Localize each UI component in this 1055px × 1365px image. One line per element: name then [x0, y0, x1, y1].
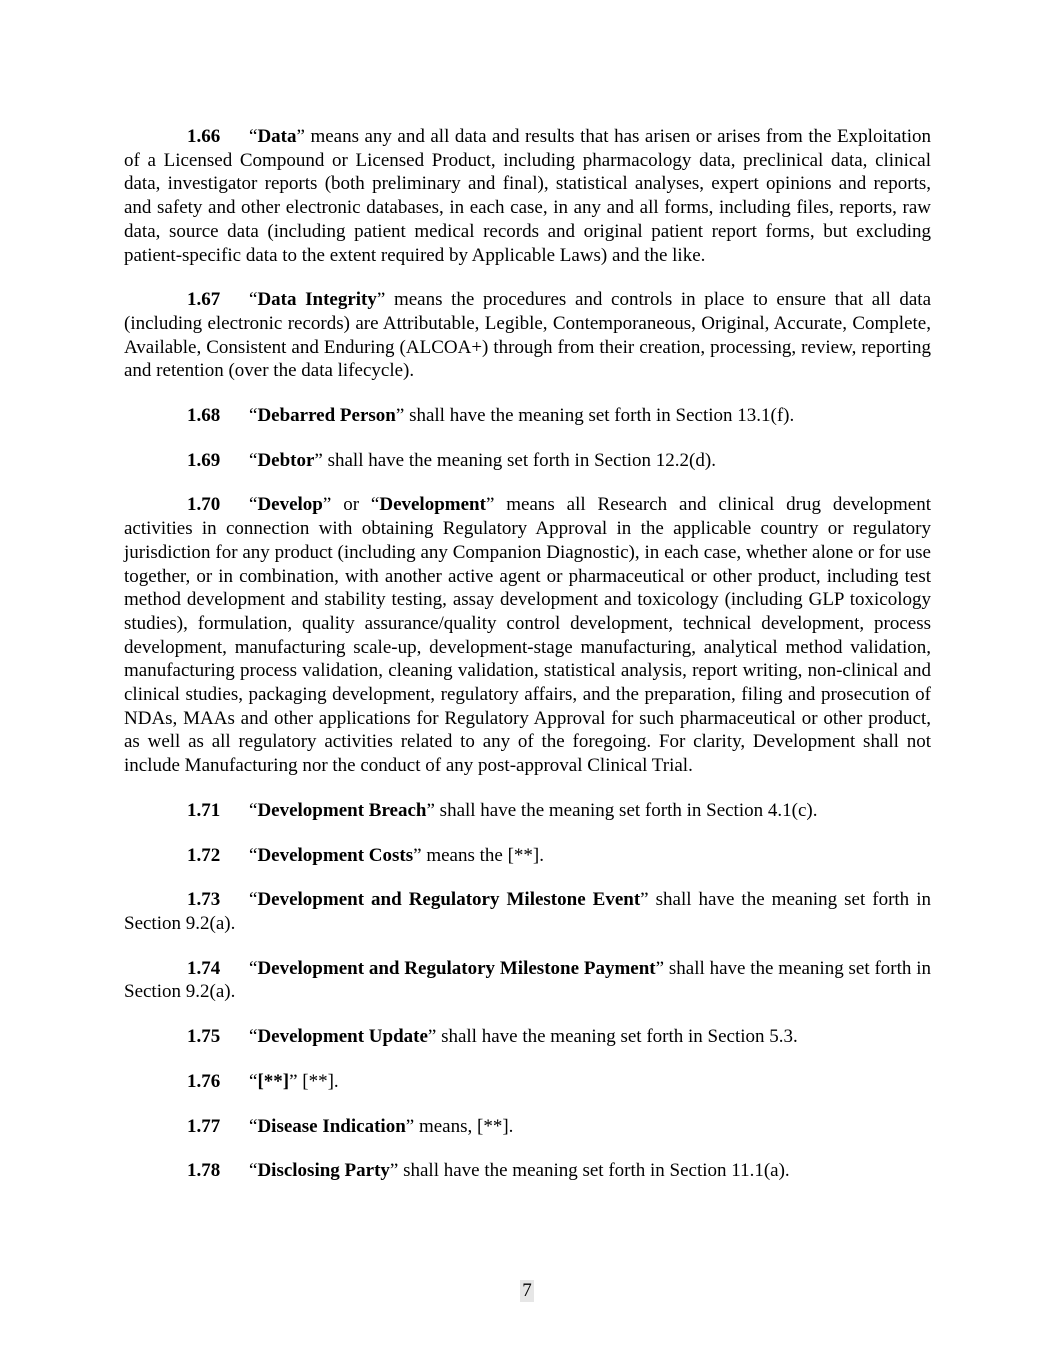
definition-1-74: 1.74 “Development and Regulatory Milestone Payment” shall have the meaning set forth in Section 9.2(a). — [124, 957, 931, 1003]
defined-term: [**] — [257, 1070, 290, 1092]
definition-1-70: 1.70 “Develop” or “Development” means all Research and clinical drug development activities in connection with obtaining Regulatory Approval in the applicable country or regulatory jurisdiction for any product (including any Companion Diagnostic), in each case, whether alone or for use together, or in combination, with another active agent or pharmaceutical or other product, including test method development and stability testing, assay development and toxicology (including GLP toxicology studies), formulation, quality assurance/quality control development, technical development, process development, manufacturing scale-up, development-stage manufacturing, analytical method validation, manufacturing process validation, cleaning validation, statistical analysis, report writing, non-clinical and clinical studies, packaging development, regulatory affairs, and the preparation, filing and prosecution of NDAs, MAAs and other applications for Regulatory Approval for such pharmaceutical or other product, as well as all regulatory activities related to any of the foregoing. For clarity, Development shall not include Manufacturing nor the conduct of any post-approval Clinical Trial. — [124, 494, 932, 777]
definition-text: means the [**]. — [421, 844, 544, 866]
definition-1-76: 1.76 “[**]” [**]. — [187, 1070, 339, 1092]
section-number: 1.68 — [187, 405, 221, 427]
definition-text: means, [**]. — [414, 1115, 514, 1137]
definition-text: shall have the meaning set forth in Section 12.2(d). — [322, 449, 716, 471]
definition-text: means the procedures and controls in place to ensure that all data (including electronic records) are Attributable, Legible, Contemporaneous, Original, Accurate, Complete, Available, Consistent and Enduring (ALCOA+) through from their creation, processing, review, reporting and retention (over the data lifecycle). — [124, 289, 932, 382]
defined-term: Debarred Person — [257, 405, 396, 427]
definition-1-71: 1.71 “Development Breach” shall have the meaning set forth in Section 4.1(c). — [187, 799, 818, 821]
defined-term: Data — [257, 126, 297, 147]
defined-term: Debtor — [257, 449, 315, 471]
defined-term: Development Update — [257, 1026, 428, 1048]
definition-text: means all Research and clinical drug development activities in connection with obtaining Regulatory Approval in the applicable country or regulatory jurisdiction for any product (including any Companion Diagnostic), in each case, whether alone or for use together, or in combination, with another active agent or pharmaceutical or other product, including test method development and stability testing, assay development and toxicology (including GLP toxicology studies), formulation, quality assurance/quality control development, technical development, process development, manufacturing scale-up, development-stage manufacturing, analytical method validation, manufacturing process validation, cleaning validation, statistical analysis, report writing, non-clinical and clinical studies, packaging development, regulatory affairs, and the preparation, filing and prosecution of NDAs, MAAs and other applications for Regulatory Approval for such pharmaceutical or other product, as well as all regulatory activities related to any of the foregoing. For clarity, Development shall not include Manufacturing nor the conduct of any post-approval Clinical Trial. — [124, 494, 932, 777]
defined-term: Development Breach — [257, 799, 427, 821]
definition-text: [**]. — [297, 1070, 339, 1092]
defined-term: Development and Regulatory Milestone Event — [257, 889, 641, 911]
section-number: 1.71 — [187, 799, 221, 821]
section-number: 1.67 — [187, 289, 221, 311]
definition-text: shall have the meaning set forth in Section 9.2(a). — [124, 957, 931, 1003]
section-number: 1.76 — [187, 1070, 221, 1092]
section-number: 1.69 — [187, 449, 221, 471]
defined-term: Development Costs — [257, 844, 414, 866]
defined-term-alt: Development — [379, 494, 486, 516]
section-number: 1.78 — [187, 1160, 221, 1182]
defined-term: Disease Indication — [257, 1115, 406, 1137]
defined-term: Develop — [257, 494, 323, 516]
defined-term: Disclosing Party — [257, 1160, 390, 1182]
definition-text: means any and all data and results that has arisen or arises from the Exploitation of a Licensed Compound or Licensed Product, including pharmacology data, preclinical data, clinical data, investigator reports (both preliminary and final), statistical analyses, expert opinions and reports, and safety and other electronic databases, in each case, in any and all forms, including files, reports, raw data, source data (including patient medical records and original patient report forms, but excluding patient-specific data to the extent required by Applicable Laws) and the like. — [124, 126, 931, 266]
definition-1-78: 1.78 “Disclosing Party” shall have the meaning set forth in Section 11.1(a). — [187, 1160, 790, 1182]
definition-text: shall have the meaning set forth in Section 4.1(c). — [434, 799, 818, 821]
definition-1-69: 1.69 “Debtor” shall have the meaning set forth in Section 12.2(d). — [187, 449, 716, 471]
page-number: 7 — [520, 1280, 534, 1302]
defined-term: Development and Regulatory Milestone Payment — [257, 957, 656, 979]
section-number: 1.72 — [187, 844, 221, 866]
definition-text: shall have the meaning set forth in Section 9.2(a). — [124, 889, 931, 934]
section-number: 1.73 — [187, 889, 221, 911]
definition-1-66: 1.66 “Data” means any and all data and results that has arisen or arises from the Exploitation of a Licensed Compound or Licensed Product, including pharmacology data, preclinical data, clinical data, investigator reports (both preliminary and final), statistical analyses, expert opinions and reports, and safety and other electronic databases, in each case, in any and all forms, including files, reports, raw data, source data (including patient medical records and original patient report forms, but excluding patient-specific data to the extent required by Applicable Laws) and the like. — [124, 126, 931, 266]
definition-text: shall have the meaning set forth in Section 5.3. — [436, 1026, 798, 1048]
definition-1-67: 1.67 “Data Integrity” means the procedures and controls in place to ensure that all data (including electronic records) are Attributable, Legible, Contemporaneous, Original, Accurate, Complete, Available, Consistent and Enduring (ALCOA+) through from their creation, processing, review, reporting and retention (over the data lifecycle). — [124, 289, 932, 382]
definition-1-77: 1.77 “Disease Indication” means, [**]. — [187, 1115, 514, 1137]
definition-1-75: 1.75 “Development Update” shall have the meaning set forth in Section 5.3. — [187, 1026, 798, 1048]
definition-1-68: 1.68 “Debarred Person” shall have the meaning set forth in Section 13.1(f). — [187, 405, 795, 427]
definition-1-72: 1.72 “Development Costs” means the [**]. — [187, 844, 544, 866]
defined-term: Data Integrity — [257, 289, 377, 311]
definition-1-73: 1.73 “Development and Regulatory Milestone Event” shall have the meaning set forth in Section 9.2(a). — [124, 889, 931, 934]
section-number: 1.70 — [187, 494, 221, 516]
section-number: 1.77 — [187, 1115, 221, 1137]
section-number: 1.74 — [187, 957, 221, 979]
section-number: 1.66 — [187, 126, 221, 147]
document-page — [124, 125, 931, 1204]
definition-text: shall have the meaning set forth in Section 13.1(f). — [404, 405, 795, 427]
section-number: 1.75 — [187, 1026, 221, 1048]
definition-text: shall have the meaning set forth in Section 11.1(a). — [398, 1160, 790, 1182]
